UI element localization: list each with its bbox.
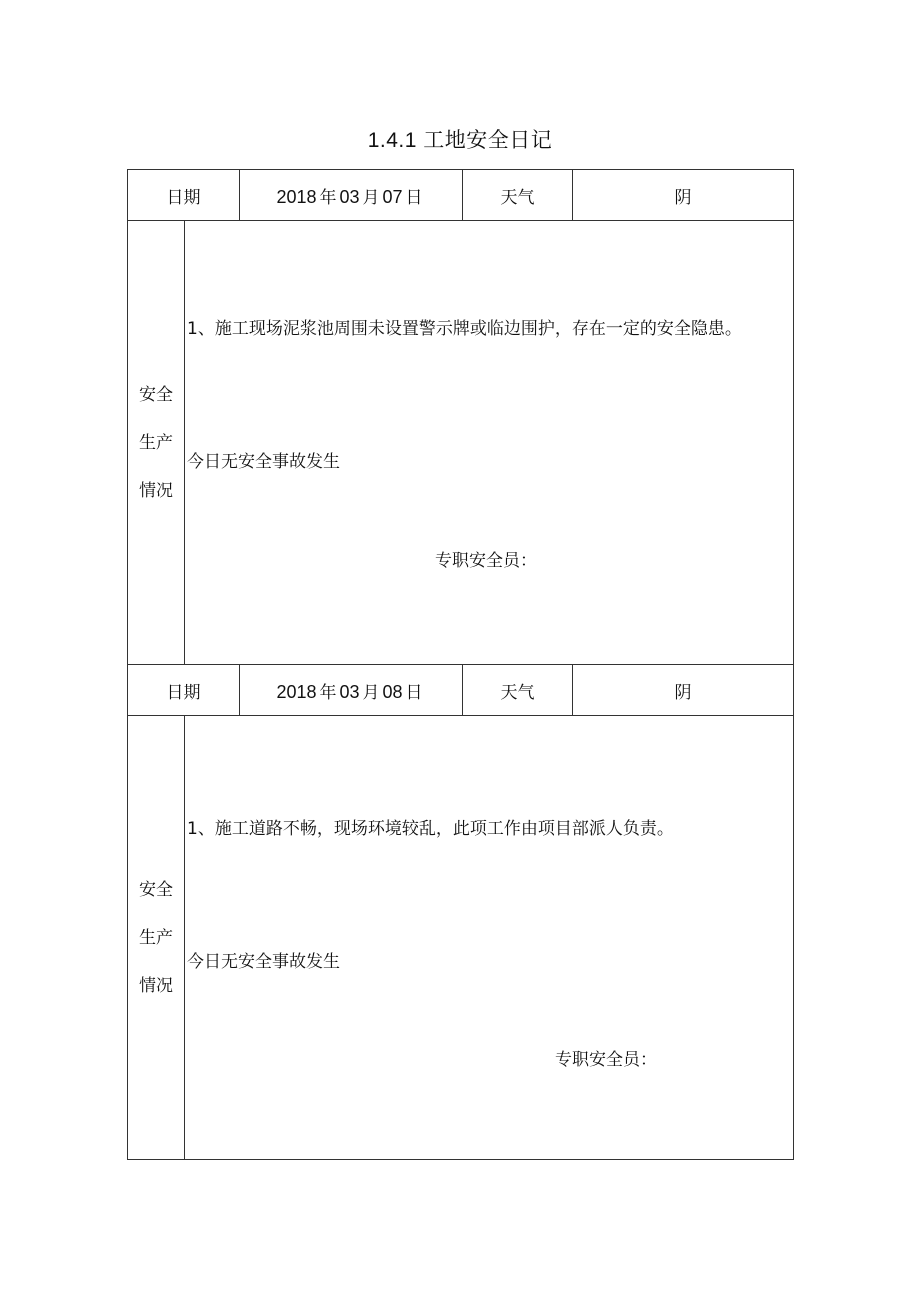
officer-label: 专职安全员： <box>555 1050 657 1070</box>
weather-label: 天气 <box>463 665 573 716</box>
section-label <box>128 716 185 1160</box>
safety-log-table <box>127 169 794 1160</box>
entry-1-header-row <box>128 170 794 221</box>
section-label-line: 生产 <box>139 927 173 948</box>
date-day: 07 <box>382 186 403 207</box>
section-label-line: 生产 <box>139 432 173 453</box>
date-label: 日期 <box>128 170 240 221</box>
entry-2-body-row <box>128 716 794 1160</box>
date-day: 08 <box>382 681 403 702</box>
date-label: 日期 <box>128 665 240 716</box>
status-text: 今日无安全事故发生 <box>187 452 340 472</box>
page-title: 1.4.1 工地安全日记 <box>367 129 553 152</box>
date-year-unit: 年 <box>319 187 337 208</box>
date-value <box>240 665 463 716</box>
section-label-line: 安全 <box>139 384 173 405</box>
date-month: 03 <box>339 681 360 702</box>
section-label-line: 情况 <box>139 480 173 501</box>
date-value <box>240 170 463 221</box>
weather-value: 阴 <box>573 170 794 221</box>
date-year-unit: 年 <box>319 682 337 703</box>
weather-label: 天气 <box>463 170 573 221</box>
date-day-unit: 日 <box>405 187 423 208</box>
section-label-line: 安全 <box>139 879 173 900</box>
date-month-unit: 月 <box>362 682 380 703</box>
safety-content-cell <box>185 221 794 665</box>
issue-text: 1、施工现场泥浆池周围未设置警示牌或临边围护，存在一定的安全隐患。 <box>187 319 742 339</box>
entry-2-header-row <box>128 665 794 716</box>
date-month: 03 <box>339 186 360 207</box>
weather-value: 阴 <box>573 665 794 716</box>
date-year: 2018 <box>276 681 317 702</box>
safety-content-cell <box>185 716 794 1160</box>
status-text: 今日无安全事故发生 <box>187 952 340 972</box>
section-label-line: 情况 <box>139 975 173 996</box>
date-year: 2018 <box>276 186 317 207</box>
section-label <box>128 221 185 665</box>
issue-text: 1、施工道路不畅，现场环境较乱，此项工作由项目部派人负责。 <box>187 819 674 839</box>
officer-label: 专职安全员： <box>435 551 537 571</box>
date-month-unit: 月 <box>362 187 380 208</box>
date-day-unit: 日 <box>405 682 423 703</box>
entry-1-body-row <box>128 221 794 665</box>
